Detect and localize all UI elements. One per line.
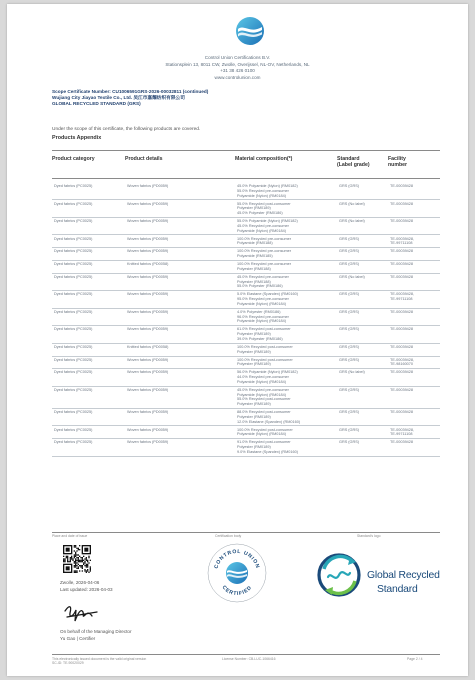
cell-material-composition: [235, 235, 337, 248]
table-row: [52, 183, 440, 200]
cell-facility-number: [388, 439, 440, 456]
cell-standard-label-grade: GRS (GRS): [337, 386, 388, 408]
facility-line: TE-00039428: [390, 387, 414, 392]
material-line: Polyamide (Nylon) (RM0184): [237, 301, 286, 306]
table-row: [52, 291, 440, 308]
material-line: 100.0% Recycled pre-consumer: [237, 236, 292, 241]
svg-text:CONTROL UNION: CONTROL UNION: [213, 548, 261, 570]
cell-material-composition: [235, 200, 337, 217]
cell-product-details: Knitted fabrics (PD0058): [125, 261, 235, 274]
facility-line: TE-99711108: [390, 241, 413, 246]
control-union-seal-icon: [205, 541, 269, 605]
col-header-category: Product category: [52, 156, 95, 162]
issuer-name: Control Union Certifications B.V.: [204, 55, 271, 60]
cell-product-category: Dyed fabrics (PC0025): [52, 369, 125, 386]
cell-facility-number: [388, 200, 440, 217]
cell-standard-label-grade: GRS (GRS): [337, 326, 388, 343]
footer-rule: [52, 532, 440, 533]
cell-product-category: Dyed fabrics (PC0025): [52, 248, 125, 261]
table-row: [52, 217, 440, 234]
cell-material-composition: [235, 386, 337, 408]
material-line: 45.0% Polyester (RM0186): [237, 211, 283, 216]
cell-product-details: Woven fabrics (PD0059): [125, 426, 235, 439]
table-row: [52, 343, 440, 356]
signer-name: Yu Gao | Certifier: [60, 636, 96, 641]
cell-facility-number: [388, 217, 440, 234]
material-line: 100.0% Recycled pre-consumer: [237, 249, 292, 254]
col-header-material: Material composition(*): [235, 156, 293, 162]
cell-facility-number: [388, 408, 440, 425]
material-line: 5.0% Elastane (Spandex) (RM0160): [237, 292, 298, 297]
cell-material-composition: [235, 426, 337, 439]
table-row: [52, 308, 440, 325]
material-line: 45.0% Polyamide (Nylon) (RM0182): [237, 184, 298, 189]
cell-material-composition: [235, 369, 337, 386]
material-line: 55.0% Recycled post-consumer: [237, 201, 291, 206]
material-line: Polyamide (Nylon) (RM0184): [237, 379, 286, 384]
cell-product-details: Woven fabrics (PD0059): [125, 217, 235, 234]
cell-facility-number: [388, 248, 440, 261]
material-line: 4.0% Polyester (RM0186): [237, 309, 281, 314]
cell-product-category: Dyed fabrics (PC0025): [52, 291, 125, 308]
cell-product-category: Dyed fabrics (PC0025): [52, 200, 125, 217]
table-row: [52, 273, 440, 290]
company-name: Wujiang City Jiayao Textile Co., Ltd. 吴江市嘉耀纺织有限公司: [52, 95, 185, 101]
cell-facility-number: [388, 273, 440, 290]
cell-product-category: Dyed fabrics (PC0025): [52, 356, 125, 369]
cell-product-category: Dyed fabrics (PC0025): [52, 217, 125, 234]
cell-facility-number: [388, 369, 440, 386]
cell-product-details: Woven fabrics (PD0059): [125, 308, 235, 325]
facility-line: TE-00039428: [390, 344, 414, 349]
material-line: Polyamide (RM0185): [237, 254, 273, 259]
material-line: 88.0% Recycled post-consumer: [237, 410, 291, 415]
facility-line: TE-00039428: [390, 327, 414, 332]
cell-product-category: Dyed fabrics (PC0025): [52, 273, 125, 290]
cell-facility-number: [388, 235, 440, 248]
table-row: [52, 200, 440, 217]
cell-standard-label-grade: GRS (No label): [337, 217, 388, 234]
table-row: [52, 408, 440, 425]
material-line: 56.0% Polyamide (Nylon) (RM0182): [237, 370, 298, 375]
material-line: 12.0% Elastane (Spandex) (RM0160): [237, 419, 301, 424]
table-head-rule: [52, 178, 440, 179]
table-row: [52, 426, 440, 439]
material-line: Polyester (RM0189): [237, 402, 271, 407]
material-line: 45.0% Recycled pre-consumer: [237, 387, 289, 392]
cell-material-composition: [235, 291, 337, 308]
place-and-date: Zwolle, 2026-04-06: [60, 580, 100, 585]
cell-material-composition: [235, 356, 337, 369]
appendix-title: Products Appendix: [52, 135, 102, 141]
material-line: Polyamide (Nylon) (RM0184): [237, 319, 286, 324]
facility-line: TE-00039428: [390, 184, 414, 189]
material-line: Polyester (RM0189): [237, 445, 271, 450]
grs-logo-text-line2: Standard: [377, 584, 418, 595]
cell-standard-label-grade: GRS (GRS): [337, 291, 388, 308]
cell-material-composition: [235, 183, 337, 200]
facility-line: TE-00039428,: [390, 427, 415, 432]
cell-material-composition: [235, 261, 337, 274]
material-line: Polyester (RM0188): [237, 266, 271, 271]
cell-product-category: Dyed fabrics (PC0025): [52, 439, 125, 456]
table-row: [52, 369, 440, 386]
cell-material-composition: [235, 408, 337, 425]
material-line: Polyester (RM0189): [237, 349, 271, 354]
cell-facility-number: [388, 343, 440, 356]
table-row: [52, 356, 440, 369]
cell-product-details: Woven fabrics (PD0059): [125, 200, 235, 217]
material-line: 55.0% Polyamide (Nylon) (RM0182): [237, 219, 298, 224]
table-row: [52, 386, 440, 408]
qr-code-icon[interactable]: [63, 545, 91, 573]
material-line: 55.0% Recycled pre-consumer: [237, 188, 289, 193]
cell-product-details: Woven fabrics (PD0059): [125, 273, 235, 290]
issuer-website[interactable]: www.controlunion.com: [214, 74, 261, 80]
material-line: 61.0% Recycled post-consumer: [237, 327, 291, 332]
issuer-header: [7, 55, 468, 81]
cell-standard-label-grade: GRS (GRS): [337, 248, 388, 261]
col-header-standard: Standard (Label grade): [337, 156, 370, 168]
cell-product-category: Dyed fabrics (PC0025): [52, 326, 125, 343]
material-line: 100.0% Recycled pre-consumer: [237, 262, 292, 267]
cell-product-details: Woven fabrics (PD0059): [125, 291, 235, 308]
material-line: Polyamide (Nylon) (RM0184): [237, 193, 286, 198]
material-line: Polyester (RM0189): [237, 332, 271, 337]
certificate-number: Scope Certificate Number: CU1006591GRS-2026-00032811 (continued): [52, 89, 209, 94]
table-row: [52, 261, 440, 274]
material-line: 55.0% Recycled post-consumer: [237, 397, 291, 402]
products-table: [52, 183, 440, 457]
material-line: 55.0% Polyester (RM0186): [237, 284, 283, 289]
cell-material-composition: [235, 308, 337, 325]
cell-material-composition: [235, 439, 337, 456]
validity-note: This electronically issued document is the valid original version SC-ID: TE-90020029: [52, 657, 147, 666]
col-header-details: Product details: [125, 156, 163, 162]
cell-product-details: Woven fabrics (PD0059): [125, 183, 235, 200]
cell-product-details: Knitted fabrics (PD0058): [125, 343, 235, 356]
cell-material-composition: [235, 248, 337, 261]
facility-line: TE-00039428: [390, 262, 414, 267]
material-line: 44.0% Recycled pre-consumer: [237, 375, 289, 380]
place-date-label: Place and date of issue: [52, 534, 88, 538]
cell-product-category: Dyed fabrics (PC0025): [52, 235, 125, 248]
cell-product-details: Woven fabrics (PD0059): [125, 356, 235, 369]
control-union-logo-icon: [235, 16, 265, 46]
material-line: Polyester (RM0188): [237, 279, 271, 284]
facility-line: TE-98160070: [390, 362, 414, 367]
cell-facility-number: [388, 426, 440, 439]
cell-standard-label-grade: GRS (GRS): [337, 343, 388, 356]
svg-text:CERTIFIED: CERTIFIED: [220, 584, 254, 598]
cell-product-category: Dyed fabrics (PC0025): [52, 308, 125, 325]
products-table-body: [52, 183, 440, 456]
table-row: [52, 326, 440, 343]
cell-standard-label-grade: GRS (GRS): [337, 426, 388, 439]
cell-product-details: Woven fabrics (PD0059): [125, 326, 235, 343]
scope-block: [52, 89, 208, 108]
cell-standard-label-grade: GRS (GRS): [337, 439, 388, 456]
cell-product-details: Woven fabrics (PD0059): [125, 408, 235, 425]
facility-line: TE-00039428: [390, 274, 414, 279]
cell-standard-label-grade: GRS (GRS): [337, 308, 388, 325]
cell-facility-number: [388, 386, 440, 408]
material-line: 39.0% Polyester (RM0186): [237, 336, 283, 341]
facility-line: TE-00039428: [390, 370, 414, 375]
grs-logo-text-line1: Global Recycled: [367, 570, 440, 581]
facility-line: TE-00039428: [390, 249, 414, 254]
on-behalf-text: On behalf of the Managing Director: [60, 629, 132, 634]
standard-name: GLOBAL RECYCLED STANDARD (GRS): [52, 101, 141, 107]
cell-product-category: Dyed fabrics (PC0025): [52, 183, 125, 200]
license-number: License Number: CB-LUC-1066416: [222, 657, 276, 661]
cell-product-category: Dyed fabrics (PC0025): [52, 386, 125, 408]
facility-line: TE-00039428,: [390, 357, 415, 362]
cell-standard-label-grade: GRS (GRS): [337, 408, 388, 425]
header-rule: [52, 150, 440, 151]
facility-line: TE-00039428,: [390, 236, 415, 241]
material-line: Polyester (RM0189): [237, 362, 271, 367]
cell-product-category: Dyed fabrics (PC0025): [52, 261, 125, 274]
cell-standard-label-grade: GRS (No label): [337, 200, 388, 217]
certificate-page: [7, 4, 468, 676]
material-line: 45.0% Recycled pre-consumer: [237, 223, 289, 228]
cell-material-composition: [235, 326, 337, 343]
issuer-address: Stationsplein 13, 8011 CW, Zwolle, Overijssel, NL-OV, Netherlands, NL: [165, 61, 310, 67]
table-row: [52, 248, 440, 261]
cell-product-category: Dyed fabrics (PC0025): [52, 343, 125, 356]
facility-line: TE-00039428: [390, 410, 414, 415]
certification-body-label: Certification body: [215, 534, 242, 538]
issuer-phone: +31 38 426 0100: [220, 68, 255, 74]
facility-line: TE-99711108: [390, 432, 413, 437]
cell-product-category: Dyed fabrics (PC0025): [52, 426, 125, 439]
cell-facility-number: [388, 308, 440, 325]
material-line: 100.0% Recycled post-consumer: [237, 344, 293, 349]
cell-facility-number: [388, 261, 440, 274]
cell-product-details: Woven fabrics (PD0059): [125, 369, 235, 386]
material-line: 9.0% Elastane (Spandex) (RM0160): [237, 449, 298, 454]
bottom-rule: [52, 654, 440, 655]
facility-line: TE-00039428: [390, 219, 414, 224]
table-row: [52, 235, 440, 248]
cell-standard-label-grade: GRS (GRS): [337, 261, 388, 274]
material-line: 100.0% Recycled post-consumer: [237, 427, 293, 432]
material-line: 100.0% Recycled post-consumer: [237, 357, 293, 362]
intro-text: Under the scope of this certificate, the following products are covered.: [52, 127, 201, 132]
material-line: Polyamide (Nylon) (RM0184): [237, 392, 286, 397]
cell-product-category: Dyed fabrics (PC0025): [52, 408, 125, 425]
cell-material-composition: [235, 217, 337, 234]
cell-standard-label-grade: GRS (No label): [337, 369, 388, 386]
material-line: 91.0% Recycled post-consumer: [237, 440, 291, 445]
material-line: Polyamide (Nylon) (RM0184): [237, 432, 286, 437]
cell-standard-label-grade: GRS (GRS): [337, 183, 388, 200]
cell-product-details: Woven fabrics (PD0059): [125, 439, 235, 456]
page-number: Page 2 / 4: [407, 657, 423, 661]
table-row: [52, 439, 440, 456]
material-line: 95.0% Recycled pre-consumer: [237, 297, 289, 302]
material-line: Polyamide (Nylon) (RM0184): [237, 228, 286, 233]
material-line: Polyamide (RM0188): [237, 241, 273, 246]
cell-standard-label-grade: GRS (No label): [337, 273, 388, 290]
material-line: Polyester (RM0189): [237, 206, 271, 211]
cell-product-details: Woven fabrics (PD0059): [125, 248, 235, 261]
facility-line: TE-99711108: [390, 297, 413, 302]
standard-logo-label: Standard's logo: [357, 534, 381, 538]
cell-standard-label-grade: GRS (GRS): [337, 235, 388, 248]
facility-line: TE-00039428: [390, 201, 414, 206]
cell-material-composition: [235, 343, 337, 356]
cell-material-composition: [235, 273, 337, 290]
facility-line: TE-00039428: [390, 440, 414, 445]
cell-facility-number: [388, 356, 440, 369]
cell-facility-number: [388, 291, 440, 308]
last-updated: Last updated: 2026-04-03: [60, 587, 113, 592]
signature-icon: [61, 601, 101, 625]
facility-line: TE-00039428: [390, 309, 414, 314]
col-header-facility: Facility number: [388, 156, 408, 168]
material-line: 45.0% Recycled pre-consumer: [237, 274, 289, 279]
cell-facility-number: [388, 183, 440, 200]
cell-facility-number: [388, 326, 440, 343]
cell-product-details: Woven fabrics (PD0059): [125, 386, 235, 408]
facility-line: TE-00039428,: [390, 292, 415, 297]
material-line: Polyester (RM0189): [237, 414, 271, 419]
cell-standard-label-grade: GRS (GRS): [337, 356, 388, 369]
cell-product-details: Woven fabrics (PD0059): [125, 235, 235, 248]
material-line: 96.0% Recycled pre-consumer: [237, 314, 289, 319]
